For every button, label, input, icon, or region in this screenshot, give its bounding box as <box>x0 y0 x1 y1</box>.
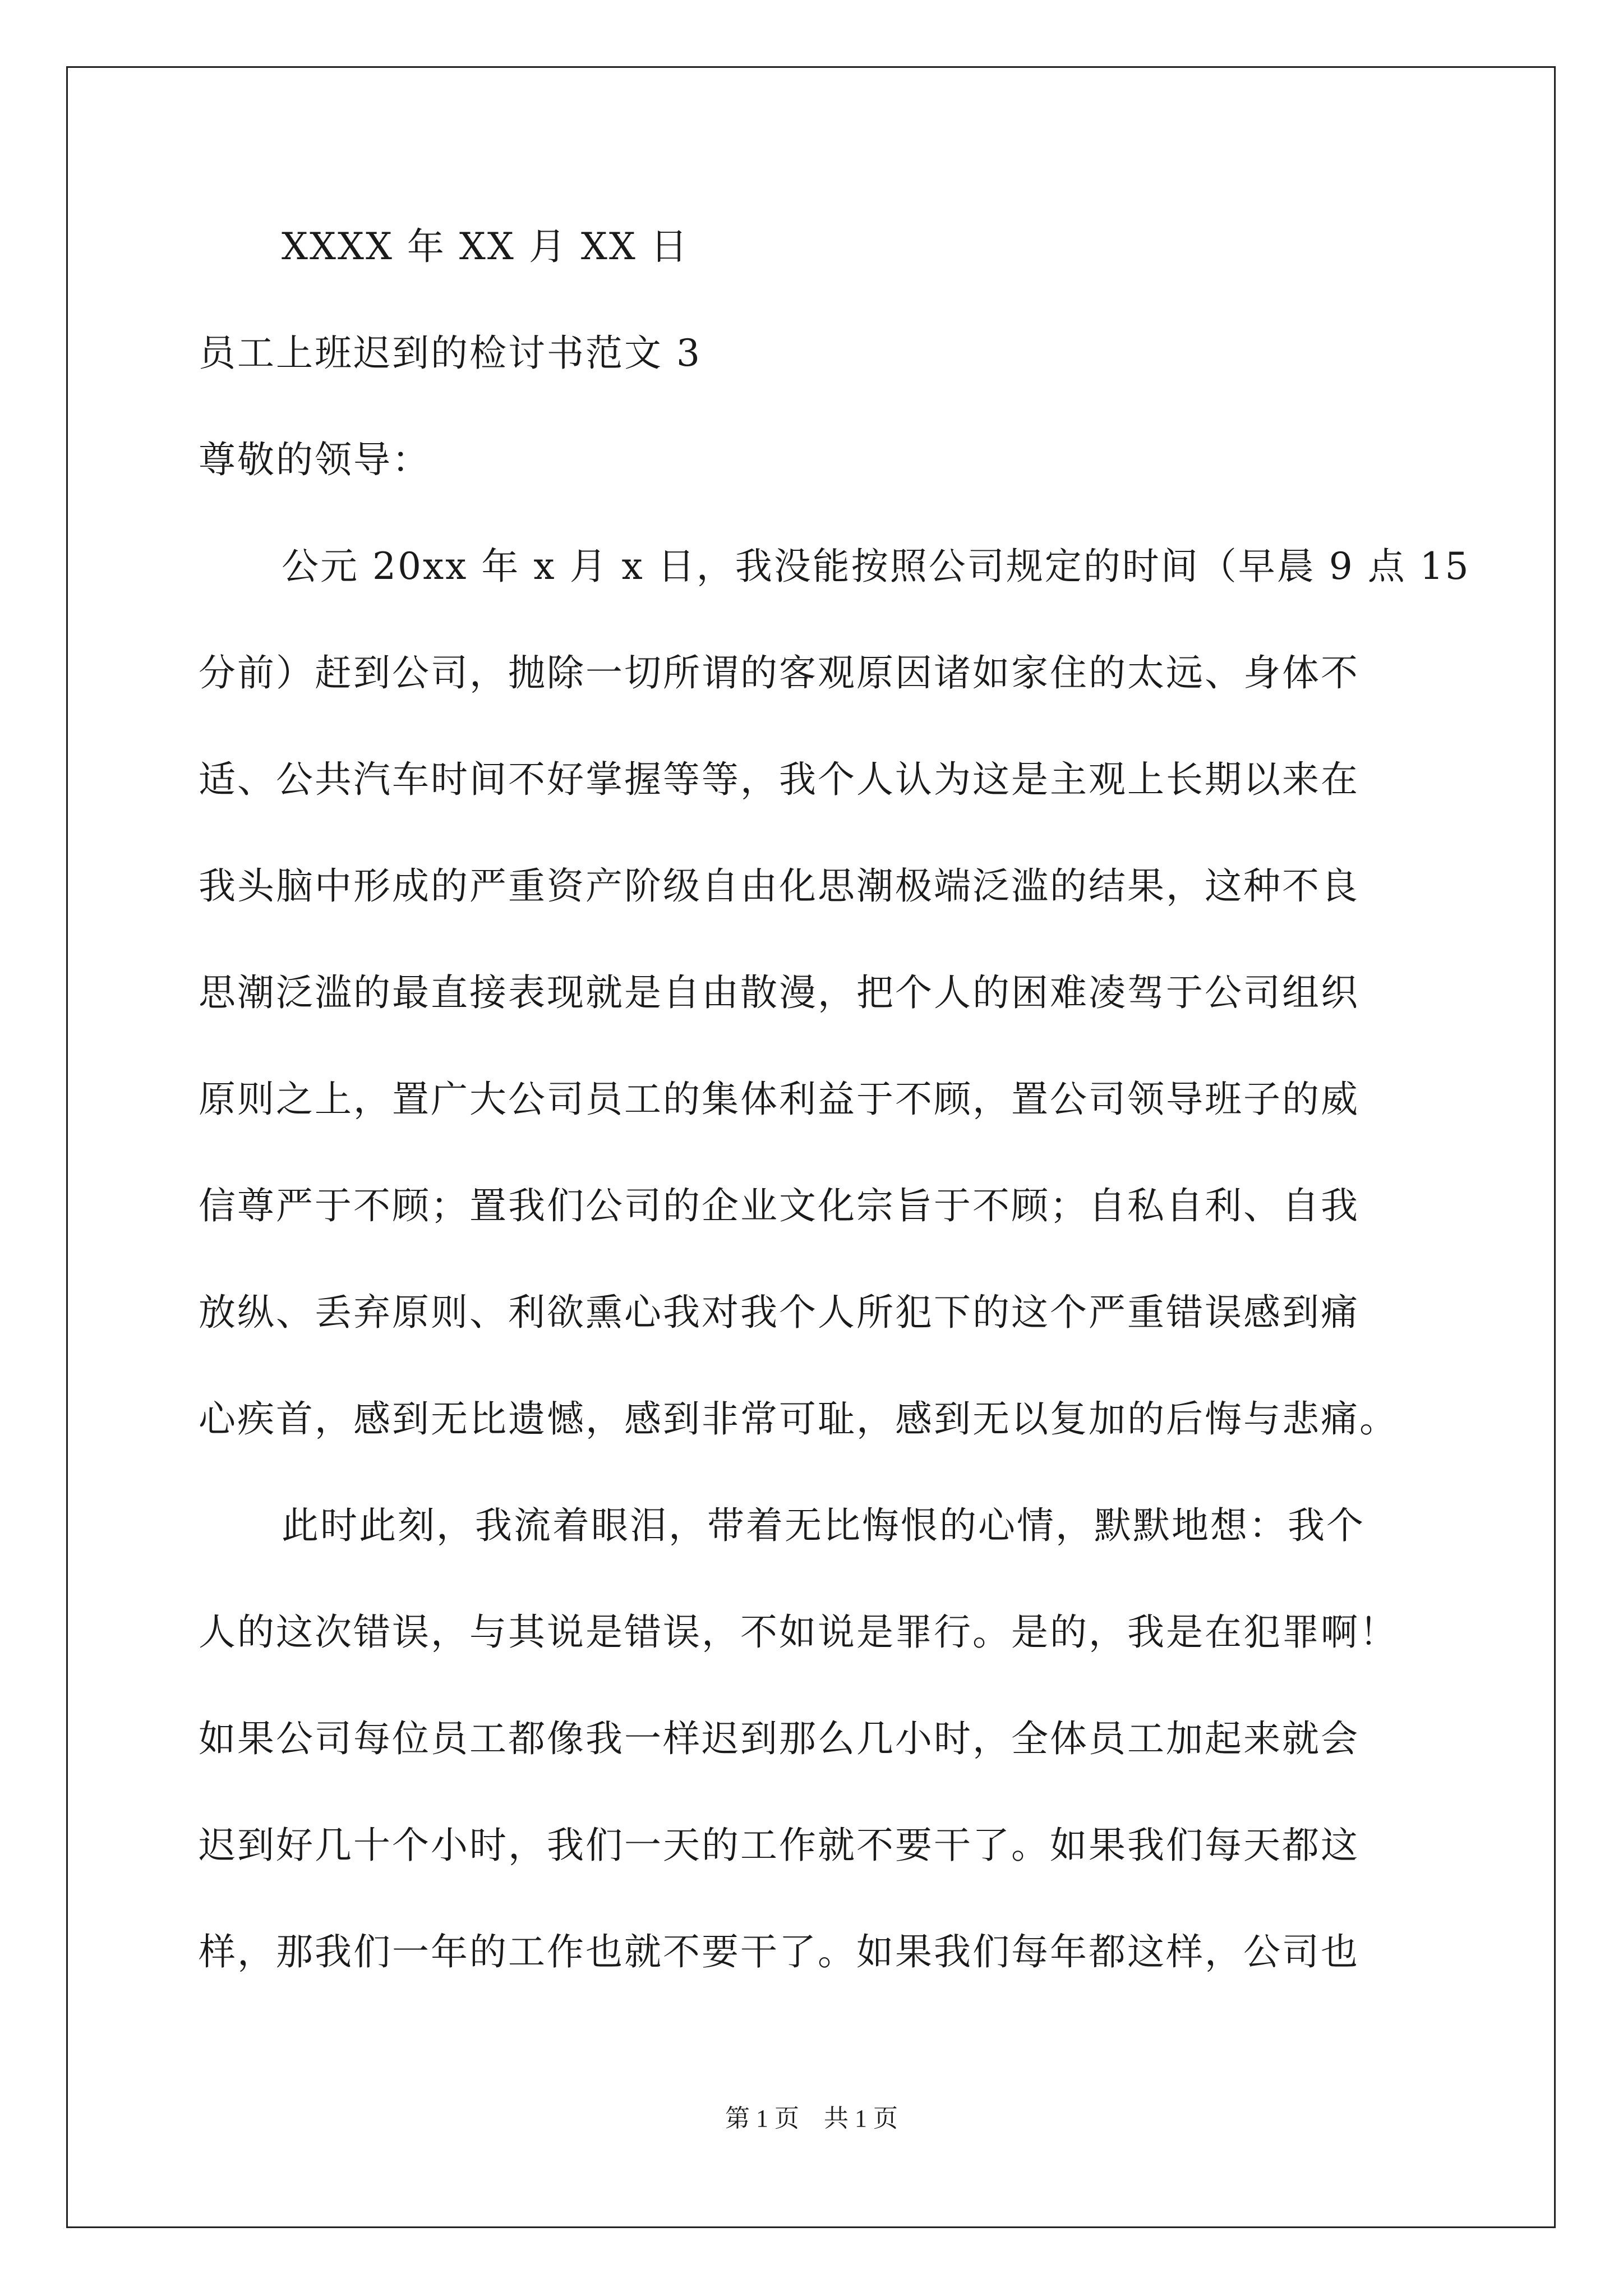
paragraph-line: 适、公共汽车时间不好掌握等等，我个人认为这是主观上长期以来在 <box>199 758 1359 801</box>
paragraph-line: 分前）赶到公司，抛除一切所谓的客观原因诸如家住的太远、身体不 <box>199 651 1359 694</box>
paragraph-line: 如果公司每位员工都像我一样迟到那么几小时，全体员工加起来就会 <box>199 1717 1359 1760</box>
paragraph-line: 思潮泛滥的最直接表现就是自由散漫，把个人的困难凌驾于公司组织 <box>199 971 1359 1014</box>
paragraph-line: 放纵、丢弃原则、利欲熏心我对我个人所犯下的这个严重错误感到痛 <box>199 1291 1359 1334</box>
paragraph-line: 我头脑中形成的严重资产阶级自由化思潮极端泛滥的结果，这种不良 <box>199 864 1359 908</box>
paragraph-line: 信尊严于不顾；置我们公司的企业文化宗旨于不顾；自私自利、自我 <box>199 1184 1359 1227</box>
document-body <box>199 213 1470 2025</box>
paragraph-1 <box>199 533 1470 1492</box>
document-title: 员工上班迟到的检讨书范文 3 <box>199 332 702 375</box>
paragraph-line: 公元 20xx 年 x 月 x 日，我没能按照公司规定的时间（早晨 9 点 15 <box>282 545 1470 588</box>
salutation: 尊敬的领导： <box>199 438 431 481</box>
paragraph-2 <box>199 1492 1432 2025</box>
paragraph-line: 原则之上，置广大公司员工的集体利益于不顾，置公司领导班子的威 <box>199 1078 1359 1121</box>
date-line: XXXX 年 XX 月 XX 日 <box>282 225 689 268</box>
paragraph-line: 迟到好几十个小时，我们一天的工作就不要干了。如果我们每天都这 <box>199 1824 1359 1867</box>
paragraph-line: 此时此刻，我流着眼泪，带着无比悔恨的心情，默默地想：我个 <box>282 1504 1365 1547</box>
paragraph-line: 人的这次错误，与其说是错误，不如说是罪行。是的，我是在犯罪啊！ <box>199 1611 1398 1654</box>
paragraph-line: 样，那我们一年的工作也就不要干了。如果我们每年都这样，公司也 <box>199 1930 1359 1973</box>
page-number-footer: 第 1 页 共 1 页 <box>725 2105 898 2132</box>
paragraph-line: 心疾首，感到无比遗憾，感到非常可耻，感到无以复加的后悔与悲痛。 <box>199 1397 1398 1441</box>
